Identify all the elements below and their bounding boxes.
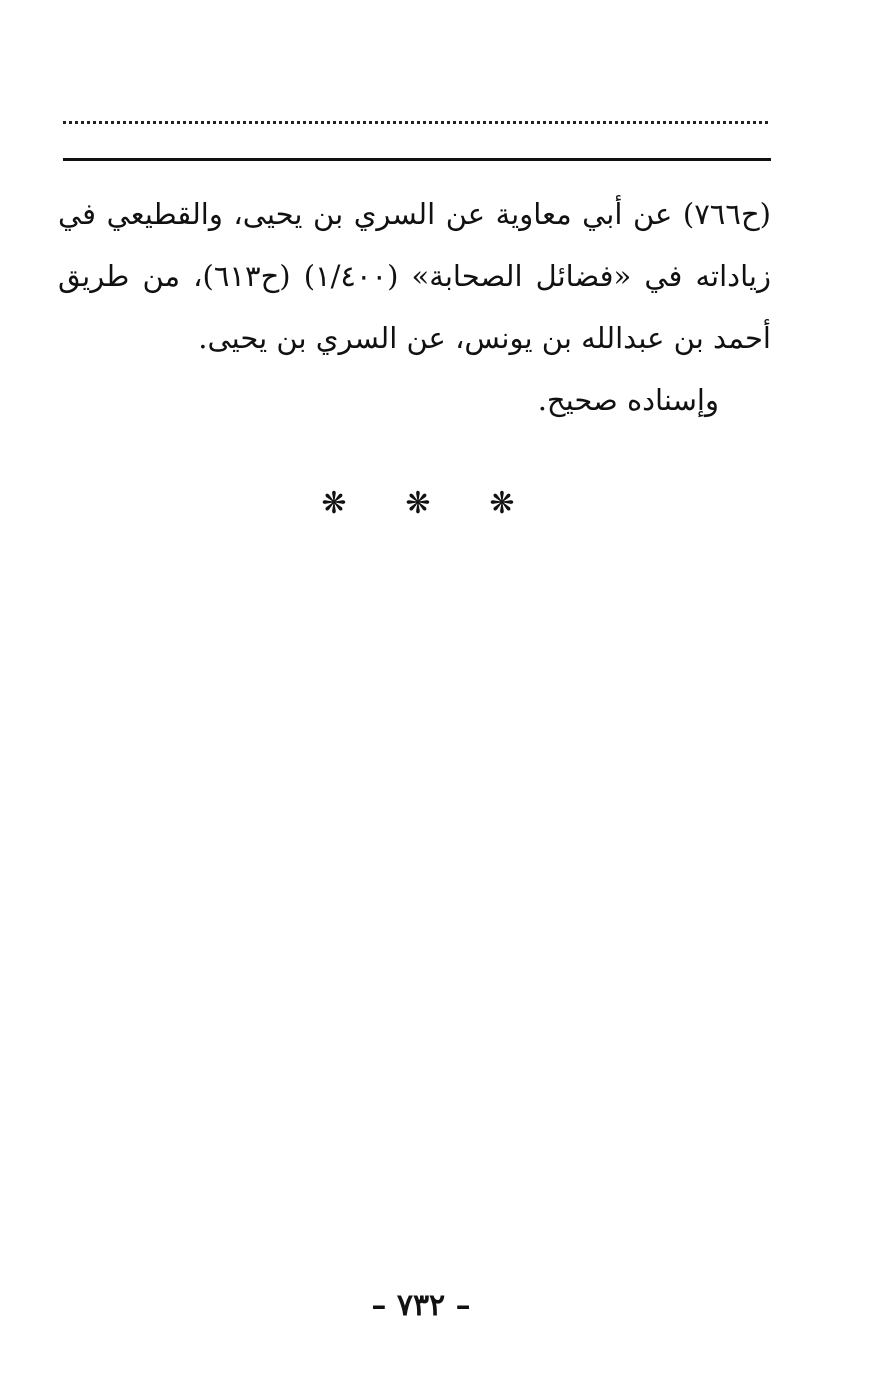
section-divider: [318, 483, 518, 523]
asterism-icon: ❋: [489, 485, 515, 521]
dotted-separator: [63, 121, 768, 124]
page-number: – ٧٣٢ –: [371, 1288, 471, 1323]
text-line: وإسناده صحيح.: [537, 383, 719, 417]
text-line: زياداته في «فضائل الصحابة» (١/٤٠٠) (ح٦١٣)، من طريق: [58, 259, 771, 293]
asterism-icon: ❋: [321, 485, 347, 521]
text-line: (ح٧٦٦) عن أبي معاوية عن السري بن يحيى، والقطيعي في: [58, 197, 771, 231]
asterism-icon: ❋: [405, 485, 431, 521]
text-line: أحمد بن عبدالله بن يونس، عن السري بن يحيى.: [198, 321, 771, 355]
footnote-text: [58, 183, 771, 431]
footnote-rule: [63, 158, 771, 161]
